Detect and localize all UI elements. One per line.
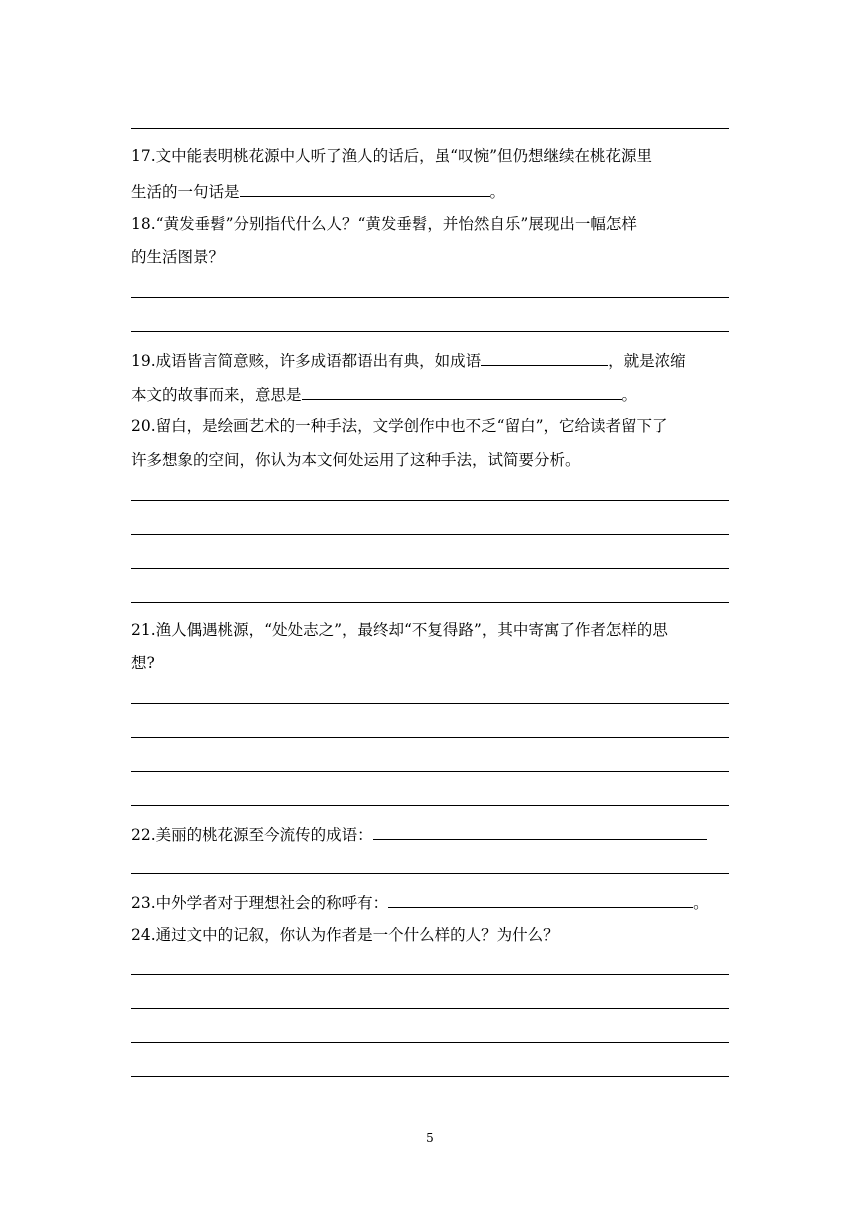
answer-blank[interactable]	[388, 891, 693, 908]
question-19-prefix: 19.成语皆言简意赅，许多成语都语出有典，如成语	[131, 352, 482, 370]
question-17-prefix: 生活的一句话是	[131, 183, 240, 201]
answer-line[interactable]	[131, 1008, 729, 1009]
question-21-line1: 21.渔人偶遇桃源，“处处志之”，最终却“不复得路”，其中寄寓了作者怎样的思	[131, 621, 668, 639]
question-22	[131, 823, 707, 845]
question-23-text: 23.中外学者对于理想社会的称呼有：	[131, 894, 389, 912]
answer-line[interactable]	[131, 568, 729, 569]
question-23	[131, 891, 709, 913]
question-17-suffix: 。	[489, 183, 506, 201]
answer-line[interactable]	[131, 873, 729, 874]
answer-line[interactable]	[131, 534, 729, 535]
question-22-text: 22.美丽的桃花源至今流传的成语：	[131, 826, 373, 844]
question-20-line2: 许多想象的空间，你认为本文何处运用了这种手法，试简要分析。	[131, 451, 581, 469]
question-19-suffix2: 。	[621, 386, 638, 404]
answer-line[interactable]	[131, 1076, 729, 1077]
answer-line[interactable]	[131, 128, 729, 129]
answer-line[interactable]	[131, 703, 729, 704]
question-19-prefix2: 本文的故事而来，意思是	[131, 386, 302, 404]
answer-line[interactable]	[131, 297, 729, 298]
question-20-line1: 20.留白，是绘画艺术的一种手法，文学创作中也不乏“留白”，它给读者留下了	[131, 417, 668, 435]
answer-line[interactable]	[131, 805, 729, 806]
question-18-line1: 18.“黄发垂髫”分别指代什么人？“黄发垂髫，并怡然自乐”展现出一幅怎样	[131, 215, 637, 233]
answer-line[interactable]	[131, 1042, 729, 1043]
question-19-suffix: ，就是浓缩	[608, 352, 686, 370]
question-17-line1: 17.文中能表明桃花源中人听了渔人的话后，虽“叹惋”但仍想继续在桃花源里	[131, 147, 653, 165]
answer-line[interactable]	[131, 331, 729, 332]
question-23-suffix: 。	[693, 894, 709, 912]
answer-line[interactable]	[131, 500, 729, 501]
answer-blank[interactable]	[481, 349, 608, 366]
question-19-line1	[131, 349, 686, 371]
question-19-line2	[131, 383, 637, 405]
question-17-line2	[131, 180, 505, 202]
answer-blank[interactable]	[302, 383, 622, 400]
answer-line[interactable]	[131, 602, 729, 603]
answer-line[interactable]	[131, 737, 729, 738]
answer-line[interactable]	[131, 771, 729, 772]
question-24: 24.通过文中的记叙，你认为作者是一个什么样的人？为什么？	[131, 926, 559, 944]
answer-line[interactable]	[131, 974, 729, 975]
answer-blank[interactable]	[373, 823, 707, 840]
question-18-line2: 的生活图景？	[131, 248, 225, 266]
page-number: 5	[426, 1131, 434, 1145]
question-21-line2: 想?	[131, 654, 155, 672]
answer-blank[interactable]	[240, 180, 490, 197]
